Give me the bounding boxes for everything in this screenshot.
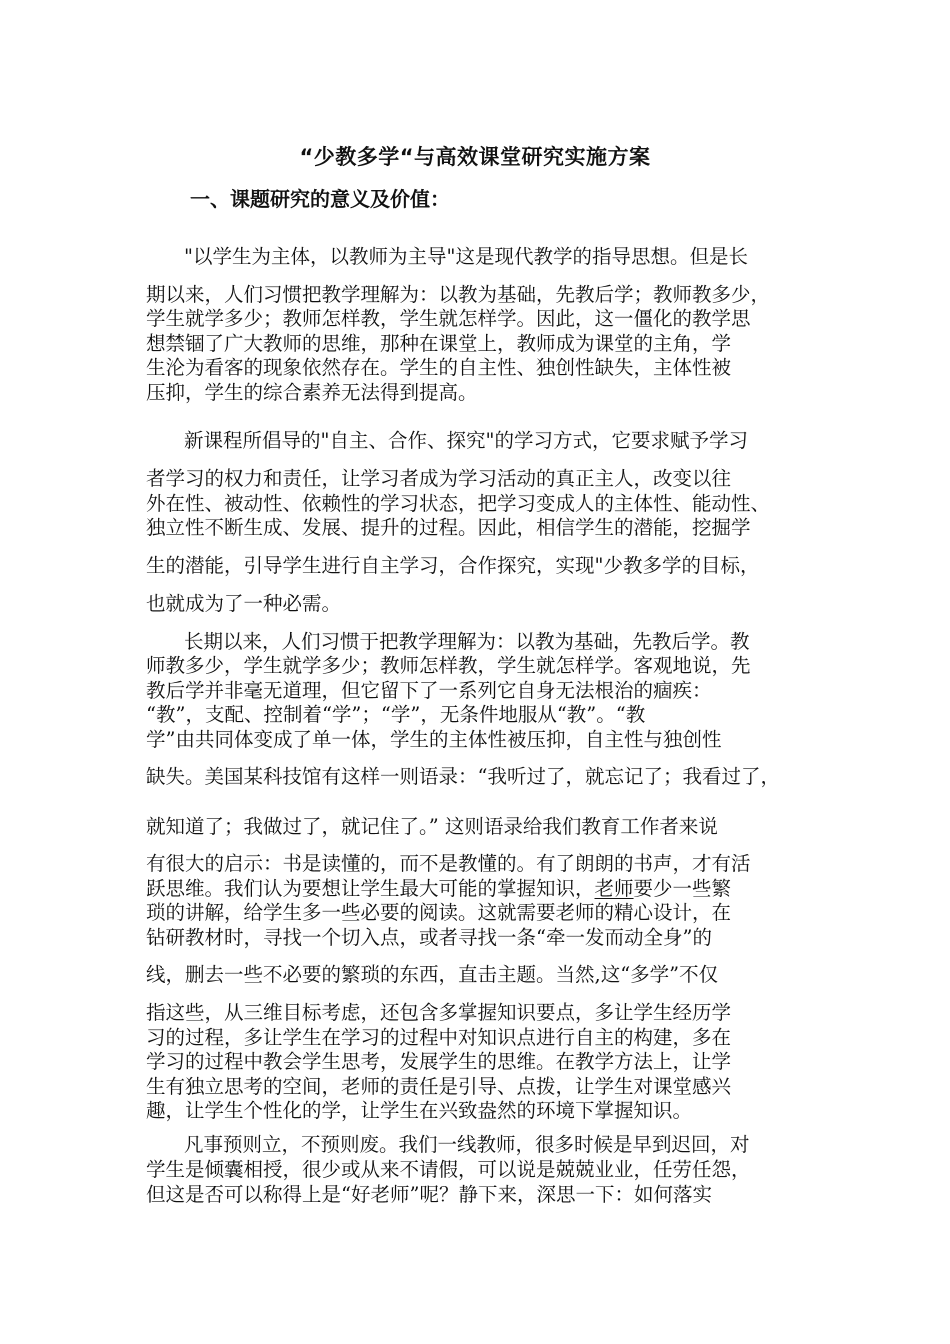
paragraph-line: 长期以来，人们习惯于把教学理解为：以教为基础，先教后学。教 bbox=[184, 630, 750, 653]
paragraph-line: 外在性、被动性、依赖性的学习状态，把学习变成人的主体性、能动性、 bbox=[146, 492, 771, 515]
paragraph-line: 教后学并非毫无道理，但它留下了一系列它自身无法根治的痼疾： bbox=[146, 679, 712, 702]
section-heading: 一、课题研究的意义及价值： bbox=[190, 187, 450, 211]
paragraph-line: 但这是否可以称得上是“好老师”呢？静下来，深思一下：如何落实 bbox=[146, 1183, 712, 1206]
paragraph-line: 就知道了；我做过了，就记住了。” 这则语录给我们教育工作者来说 bbox=[146, 815, 718, 838]
paragraph-line: 指这些，从三维目标考虑，还包含多掌握知识要点，多让学生经历学 bbox=[146, 1001, 732, 1024]
paragraph-line: 缺失。美国某科技馆有这样一则语录：“我听过了，就忘记了；我看过了， bbox=[146, 765, 780, 788]
underlined-word: 老师 bbox=[594, 877, 634, 900]
paragraph-line: 学生就学多少；教师怎样教，学生就怎样学。因此，这一僵化的教学思 bbox=[146, 307, 751, 330]
paragraph-line: 钻研教材时，寻找一个切入点，或者寻找一条“牵一发而动全身”的 bbox=[146, 926, 712, 949]
paragraph-line: 学习的过程中教会学生思考，发展学生的思维。在教学方法上，让学 bbox=[146, 1050, 732, 1073]
paragraph-line: 生有独立思考的空间，老师的责任是引导、点拨，让学生对课堂感兴 bbox=[146, 1075, 732, 1098]
paragraph-line: “教”，支配、控制着“学”；“学”，无条件地服从“教”。“教 bbox=[146, 703, 646, 726]
paragraph-line: 学生是倾囊相授，很少或从来不请假，可以说是兢兢业业，任劳任怨， bbox=[146, 1158, 751, 1181]
paragraph-line: 习的过程，多让学生在学习的过程中对知识点进行自主的构建，多在 bbox=[146, 1026, 732, 1049]
paragraph-line: 趣，让学生个性化的学，让学生在兴致盎然的环境下掌握知识。 bbox=[146, 1099, 693, 1122]
document-title: “少教多学“与高效课堂研究实施方案 bbox=[299, 145, 651, 169]
paragraph-line: 生沦为看客的现象依然存在。学生的自主性、独创性缺失，主体性被 bbox=[146, 356, 732, 379]
paragraph-line: 学”由共同体变成了单一体，学生的主体性被压抑，自主性与独创性 bbox=[146, 728, 722, 751]
paragraph-line: 期以来，人们习惯把教学理解为：以教为基础，先教后学；教师教多少， bbox=[146, 283, 771, 306]
paragraph-line: 线，删去一些不必要的繁琐的东西，直击主题。当然,这“多学”不仅 bbox=[146, 963, 719, 986]
paragraph-line: "以学生为主体，以教师为主导"这是现代教学的指导思想。但是长 bbox=[184, 245, 748, 268]
paragraph-line: 琐的讲解，给学生多一些必要的阅读。这就需要老师的精心设计，在 bbox=[146, 901, 732, 924]
paragraph-line: 新课程所倡导的"自主、合作、探究"的学习方式，它要求赋予学习 bbox=[184, 429, 748, 452]
paragraph-line: 者学习的权力和责任，让学习者成为学习活动的真正主人，改变以往 bbox=[146, 467, 732, 490]
paragraph-line: 师教多少，学生就学多少；教师怎样教，学生就怎样学。客观地说，先 bbox=[146, 654, 751, 677]
paragraph-line: 也就成为了一种必需。 bbox=[146, 592, 342, 615]
paragraph-text: 要少一些繁 bbox=[633, 877, 732, 900]
paragraph-line: 压抑，学生的综合素养无法得到提高。 bbox=[146, 381, 478, 404]
paragraph-text: 跃思维。我们认为要想让学生最大可能的掌握知识， bbox=[146, 877, 595, 900]
paragraph-line: 有很大的启示：书是读懂的，而不是教懂的。有了朗朗的书声，才有活 bbox=[146, 852, 751, 875]
paragraph-line: 独立性不断生成、发展、提升的过程。因此，相信学生的潜能，挖掘学 bbox=[146, 516, 751, 539]
paragraph-line: 生的潜能，引导学生进行自主学习，合作探究，实现"少教多学的目标， bbox=[146, 554, 760, 577]
paragraph-line: 凡事预则立，不预则废。我们一线教师，很多时候是早到迟回，对 bbox=[184, 1133, 750, 1156]
paragraph-line: 想禁锢了广大教师的思维，那种在课堂上，教师成为课堂的主角，学 bbox=[146, 332, 732, 355]
